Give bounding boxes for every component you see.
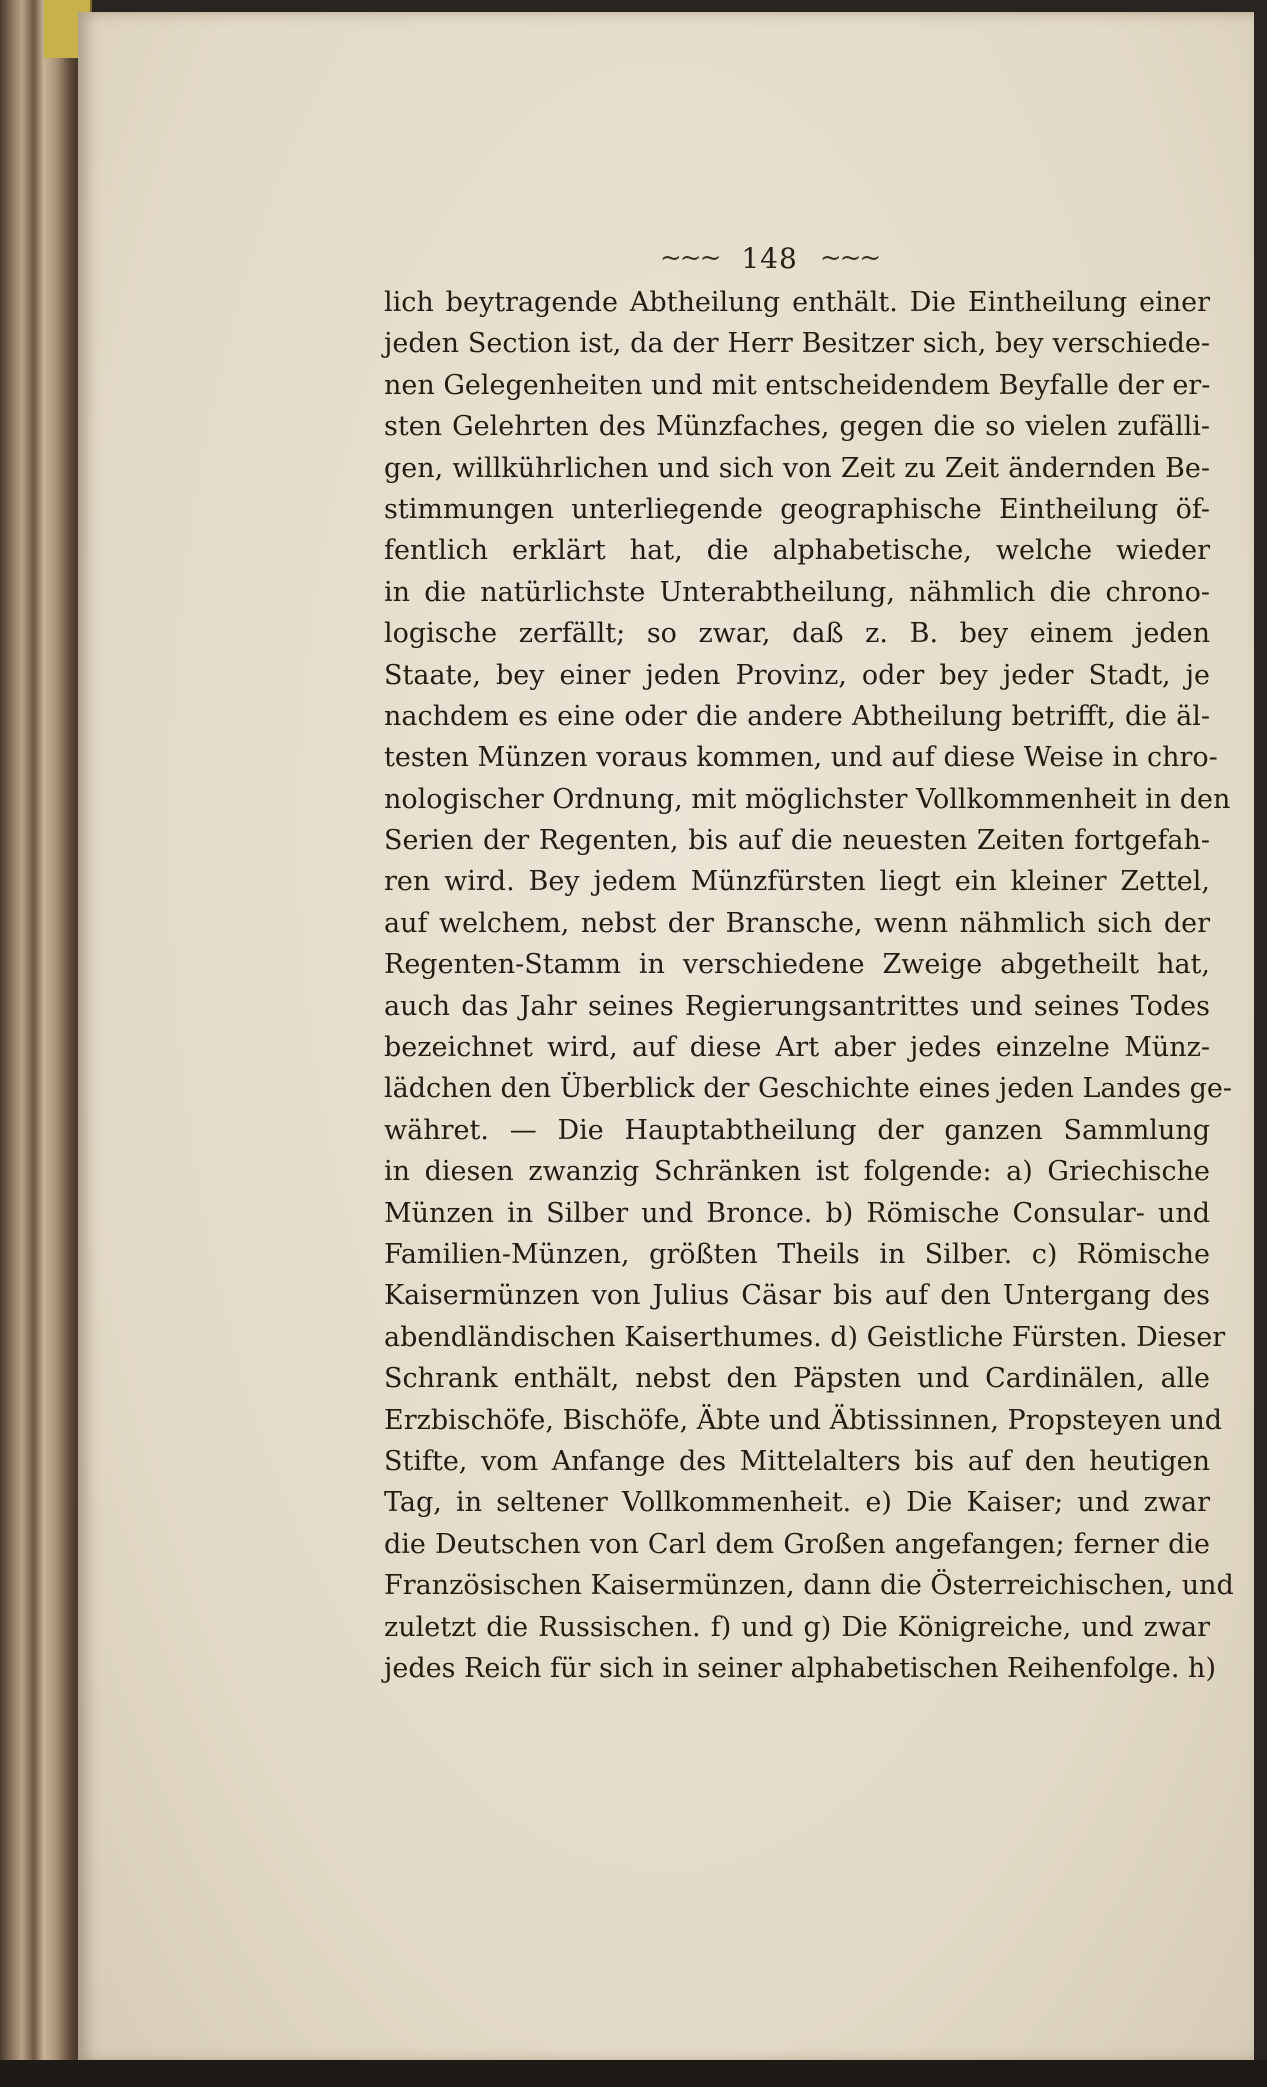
page-edges bbox=[0, 0, 90, 2087]
text-line: Stifte, vom Anfange des Mittelalters bis auf den heutigen bbox=[384, 1445, 1210, 1477]
text-line: Staate, bey einer jeden Provinz, oder bey jeder Stadt, je bbox=[384, 659, 1210, 691]
body-text bbox=[384, 282, 1234, 1689]
page-number: 148 bbox=[741, 241, 798, 275]
text-line: lädchen den Überblick der Geschichte eines jeden Landes ge- bbox=[384, 1073, 1232, 1105]
text-line: nen Gelegenheiten und mit entscheidendem Beyfalle der er- bbox=[384, 369, 1211, 401]
text-line: Kaisermünzen von Julius Cäsar bis auf den Untergang des bbox=[384, 1280, 1210, 1312]
text-line: testen Münzen voraus kommen, und auf diese Weise in chro- bbox=[384, 742, 1218, 774]
text-line: Tag, in seltener Vollkommenheit. e) Die Kaiser; und zwar bbox=[384, 1487, 1210, 1519]
text-line: währet. — Die Hauptabtheilung der ganzen Sammlung bbox=[384, 1114, 1210, 1146]
text-line: ren wird. Bey jedem Münzfürsten liegt ein kleiner Zettel, bbox=[384, 866, 1210, 898]
text-line: sten Gelehrten des Münzfaches, gegen die so vielen zufälli- bbox=[384, 411, 1210, 443]
ornament-left: ~~~ bbox=[660, 243, 720, 273]
text-line: auch das Jahr seines Regierungsantrittes und seines Todes bbox=[384, 990, 1210, 1022]
text-line: Erzbischöfe, Bischöfe, Äbte und Äbtissinnen, Propsteyen und bbox=[384, 1404, 1223, 1436]
text-line: jedes Reich für sich in seiner alphabetischen Reihenfolge. h) bbox=[384, 1652, 1216, 1684]
text-line: abendländischen Kaiserthumes. d) Geistliche Fürsten. Dieser bbox=[384, 1321, 1226, 1353]
text-line: Familien-Münzen, größten Theils in Silber. c) Römische bbox=[384, 1238, 1210, 1270]
text-line: in diesen zwanzig Schränken ist folgende: a) Griechische bbox=[384, 1156, 1210, 1188]
text-line: Schrank enthält, nebst den Päpsten und Cardinälen, alle bbox=[384, 1363, 1210, 1395]
text-line: lich beytragende Abtheilung enthält. Die Eintheilung einer bbox=[384, 287, 1210, 318]
text-line: Münzen in Silber und Bronce. b) Römische Consular- und bbox=[384, 1197, 1210, 1229]
text-line: stimmungen unterliegende geographische Eintheilung öf- bbox=[384, 493, 1210, 525]
text-line: jeden Section ist, da der Herr Besitzer sich, bey verschiede- bbox=[384, 328, 1210, 360]
text-line: zuletzt die Russischen. f) und g) Die Königreiche, und zwar bbox=[384, 1611, 1210, 1643]
text-line: logische zerfällt; so zwar, daß z. B. bey einem jeden bbox=[384, 618, 1210, 650]
text-line: bezeichnet wird, auf diese Art aber jedes einzelne Münz- bbox=[384, 1032, 1210, 1064]
ornament-right: ~~~ bbox=[819, 243, 880, 273]
text-line: in die natürlichste Unterabtheilung, nähmlich die chrono- bbox=[384, 576, 1210, 608]
text-line: Regenten-Stamm in verschiedene Zweige abgetheilt hat, bbox=[384, 949, 1210, 981]
text-line: nologischer Ordnung, mit möglichster Vollkommenheit in den bbox=[384, 783, 1231, 815]
text-line: nachdem es eine oder die andere Abtheilung betrifft, die äl- bbox=[384, 700, 1210, 732]
text-line: Serien der Regenten, bis auf die neuesten Zeiten fortgefah- bbox=[384, 825, 1210, 857]
text-line: auf welchem, nebst der Bransche, wenn nähmlich sich der bbox=[384, 907, 1210, 939]
text-line: gen, willkührlichen und sich von Zeit zu Zeit ändernden Be- bbox=[384, 452, 1210, 484]
text-line: die Deutschen von Carl dem Großen angefangen; ferner die bbox=[384, 1528, 1210, 1560]
bottom-shadow bbox=[0, 2060, 1267, 2087]
page-header bbox=[660, 238, 879, 278]
text-line: Französischen Kaisermünzen, dann die Österreichischen, und bbox=[384, 1570, 1234, 1602]
text-line: fentlich erklärt hat, die alphabetische, welche wieder bbox=[384, 535, 1210, 567]
